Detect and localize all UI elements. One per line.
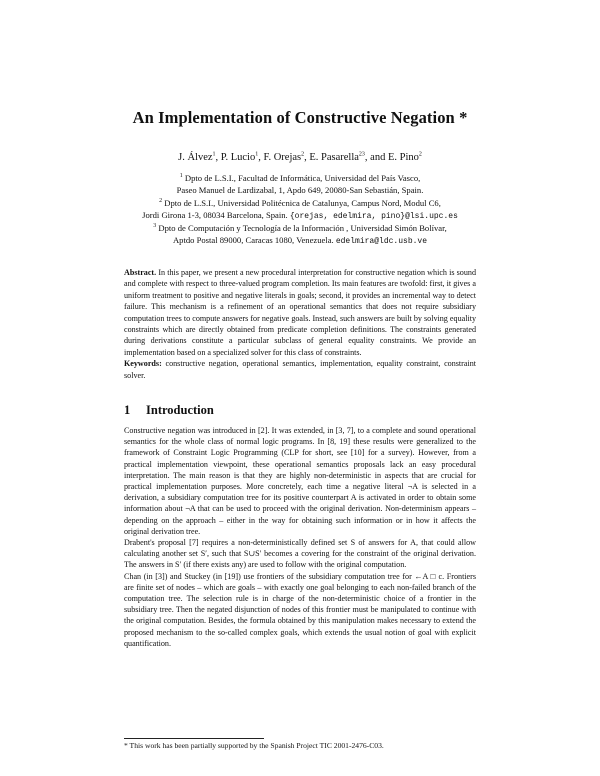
author-3: F. Orejas$^2$: [263, 151, 305, 163]
abstract-label: Abstract.: [124, 268, 157, 277]
paper-title: An Implementation of Constructive Negation *: [132, 108, 468, 127]
keywords-label: Keywords:: [124, 359, 162, 369]
section-heading: 1 Introduction: [124, 403, 214, 417]
affiliation-1: $^1$ Dpto de L.S.I., Facultad de Informática, Universidad del País Vasco, Paseo Manuel de Lardizabal, 1, Apdo 649, 20080-San Sebastián, Spain.: [176, 173, 424, 195]
paragraph-2: Drabent's proposal [7] requires a non-deterministically defined set S of answers for A, that could allow calculating another set S′, such that S∪S′ becomes a covering for the constraint of the original derivation. The answers in S′ (if there exists any) are used to follow with the original computation.: [124, 538, 476, 570]
author-4: E. Pasarella$^{23}$: [309, 151, 365, 163]
abstract-text: In this paper, we present a new procedural interpretation for constructive negation which is sound and complete with respect to three-valued program completion. Its main features are twofold: first, it gives a uniform treatment to positive and negative literals in goals; second, it provides an incremental way to detect failure. This mechanism is a refinement of an operational semantics that does not require subsidiary computation trees to compute answers for negative goals. Instead, such answers are built by solving equality constraints which are directly obtained from predicate completion definitions. The constraints generated during derivations constitute a particular subclass of general equality constraints. We provide an implementation based on a specialized solver for this class of constraints.: [124, 268, 476, 357]
abstract: [124, 267, 476, 381]
email-3: edelmira@ldc.usb.ve: [335, 237, 428, 246]
paragraph-1: Constructive negation was introduced in [2]. It was extended, in [3, 7], to a complete and sound operational semantics for the whole class of normal logic programs. In [8, 19] these results were generalized to the framework of Constraint Logic Programming (CLP for short, see [10] for a survey). However, from a practical implementation viewpoint, these operational semantics proposals lack an easy procedural interpretation. The main reason is that they are highly non-deterministic in aspects that are crucial for practical implementation purposes. More concretely, each time a negative literal ¬A is selected in a derivation, a subsidiary computation tree for its positive counterpart A is activated in order to obtain some information about ¬A that can be used to proceed with the original derivation. Non-determinism appears – depending on the approach – either in the way for obtaining such information or in how it affects the original derivation tree.: [124, 426, 476, 536]
affiliation-2: $^2$ Dpto de L.S.I., Universidad Politécnica de Catalunya, Campus Nord, Modul C6, Jordi Girona 1-3, 08034 Barcelona, Spain. {orejas, edelmira, pino}@lsi.upc.es: [142, 198, 458, 221]
email-2: {orejas, edelmira, pino}@lsi.upc.es: [289, 212, 458, 221]
author-line: J. Álvez$^1$, P. Lucio$^1$, F. Orejas$^2$, E. Pasarella$^{23}$, and E. Pino$^2$: [178, 151, 422, 163]
section-body: [124, 425, 476, 649]
keywords-text: constructive negation, operational semantics, implementation, equality constraint, constraint solver.: [124, 359, 476, 380]
affiliation-3: $^3$ Dpto de Computación y Tecnología de la Información , Universidad Simón Bolívar, Aptdo Postal 89000, Caracas 1080, Venezuela. edelmira@ldc.usb.ve: [153, 223, 447, 246]
paragraph-3: Chan (in [3]) and Stuckey (in [19]) use frontiers of the subsidiary computation tree for ←A □ c. Frontiers are finite set of nodes – which are goals – with exactly one goal belonging to each non-failed branch of the computation tree. The selection rule is in charge of the non-deterministic choice of a frontier in the subsidiary tree. Then the negated disjunction of nodes of this frontier must be manipulated to continue with the original computation. Besides, the formula obtained by this manipulation makes necessary to extend the proposed mechanism to the so-called complex goals, which extends the usual notion of goal with explicit quantification.: [124, 571, 476, 648]
author-2: P. Lucio$^1$: [220, 151, 259, 163]
footnote-rule: [124, 738, 264, 739]
author-1: J. Álvez$^1$: [178, 151, 216, 163]
footnote: * This work has been partially supported by the Spanish Project TIC 2001-2476-C03.: [124, 741, 384, 750]
author-5: E. Pino$^2$: [387, 151, 422, 163]
